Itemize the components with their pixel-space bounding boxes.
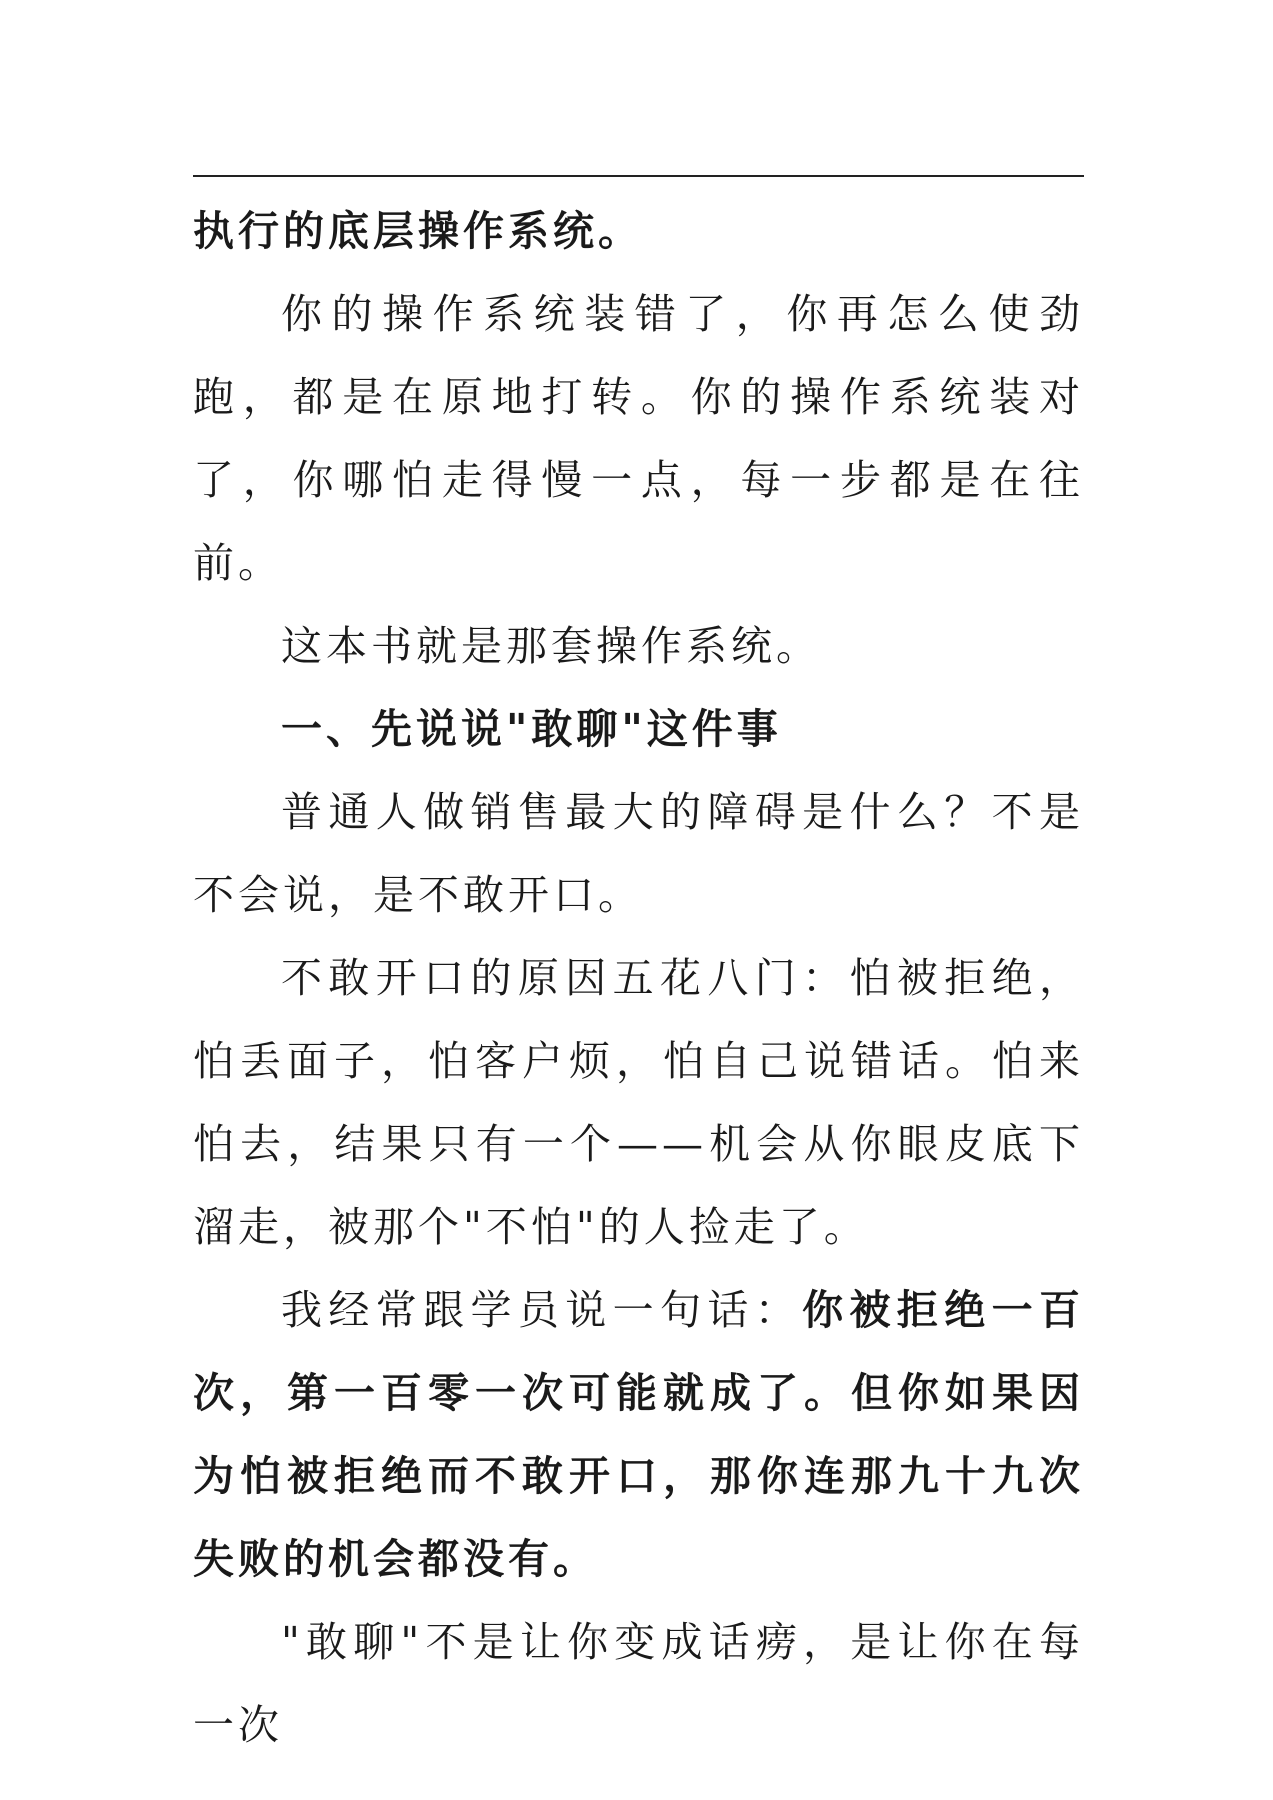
section-heading: 一、先说说"敢聊"这件事	[281, 705, 782, 753]
body-text	[193, 190, 1084, 1767]
paragraph-continuation: 执行的底层操作系统。	[193, 207, 643, 255]
paragraph-rejection-lead: 我经常跟学员说一句话：	[281, 1286, 803, 1334]
header-rule	[193, 175, 1084, 177]
paragraph-this-book: 这本书就是那套操作系统。	[281, 622, 821, 670]
paragraph-operating-system: 你的操作系统装错了，你再怎么使劲跑，都是在原地打转。你的操作系统装对了，你哪怕走得慢一点，每一步都是在往前。	[193, 290, 1084, 587]
paragraph-obstacle: 普通人做销售最大的障碍是什么？不是不会说，是不敢开口。	[193, 788, 1084, 919]
paragraph-fear-reasons: 不敢开口的原因五花八门：怕被拒绝，怕丢面子，怕客户烦，怕自己说错话。怕来怕去，结果只有一个——机会从你眼皮底下溜走，被那个"不怕"的人捡走了。	[193, 954, 1084, 1251]
paragraph-dare-to-talk: "敢聊"不是让你变成话痨，是让你在每一次	[193, 1618, 1084, 1749]
paragraph-rejection	[193, 1269, 1084, 1601]
paragraph-rejection-emphasis: 你被拒绝一百次，第一百零一次可能就成了。但你如果因为怕被拒绝而不敢开口，那你连那九十九次失败的机会都没有。	[193, 1286, 1084, 1583]
